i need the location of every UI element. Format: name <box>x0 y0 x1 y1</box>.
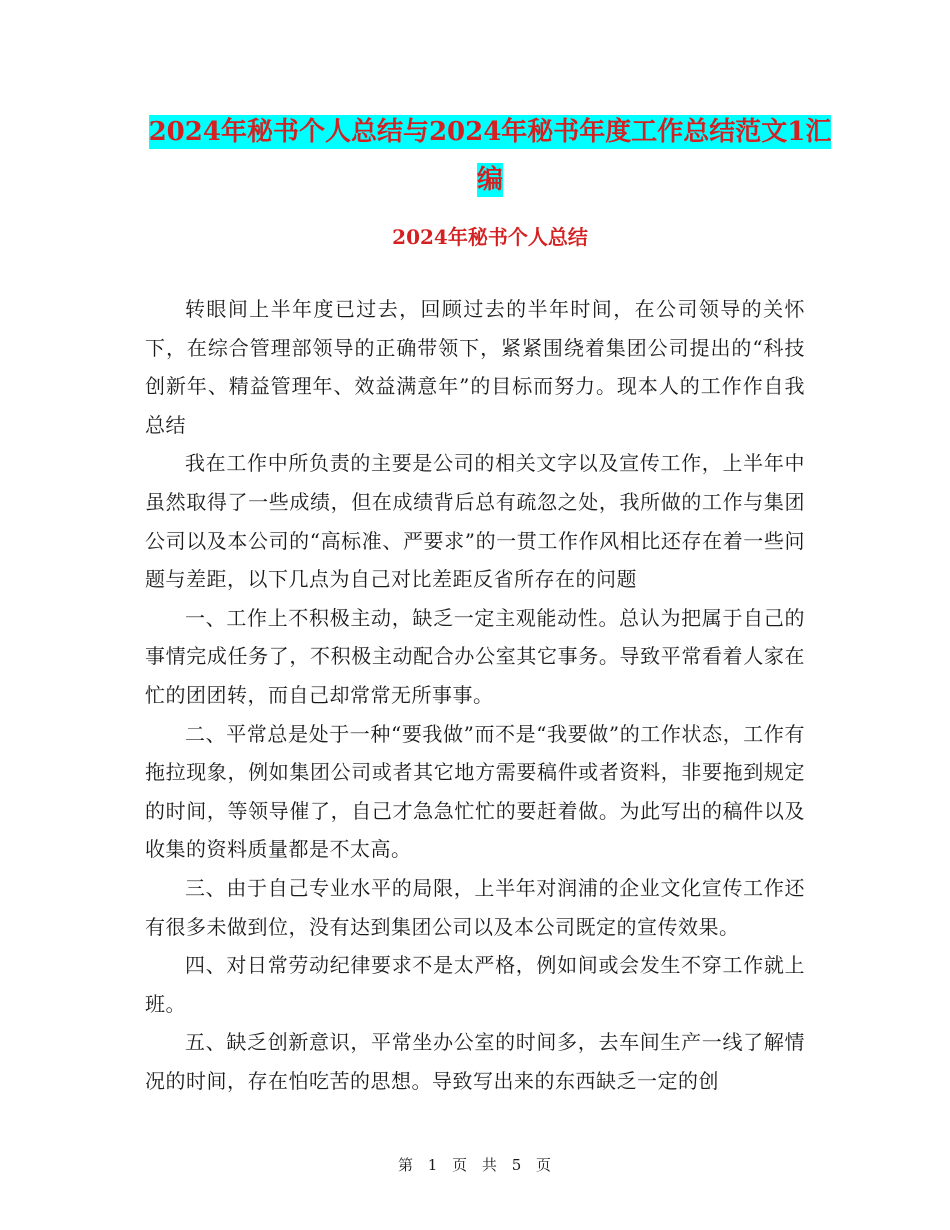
paragraph-6: 四、对日常劳动纪律要求不是太严格，例如间或会发生不穿工作就上班。 <box>145 953 805 1016</box>
footer-label-unit-2: 页 <box>536 1156 553 1174</box>
document-title-highlight: 2024年秘书个人总结与2024年秘书年度工作总结范文1汇编 <box>148 117 832 195</box>
paragraph-3: 一、工作上不积极主动，缺乏一定主观能动性。总认为把属于自己的事情完成任务了，不积极主动配合办公室其它事务。导致平常看着人家在忙的团团转，而自己却常常无所事事。 <box>145 605 805 707</box>
paragraph-5: 三、由于自己专业水平的局限，上半年对润浦的企业文化宣传工作还有很多未做到位，没有达到集团公司以及本公司既定的宣传效果。 <box>145 875 805 939</box>
document-body <box>145 290 805 1100</box>
footer-total-pages: 5 <box>511 1156 523 1174</box>
section-heading: 2024年秘书个人总结 <box>392 225 588 249</box>
paragraph-1: 转眼间上半年度已过去，回顾过去的半年时间，在公司领导的关怀下，在综合管理部领导的正确带领下，紧紧围绕着集团公司提出的“科技创新年、精益管理年、效益满意年”的目标而努力。现本人的工作作自我总结 <box>145 297 805 437</box>
footer-current-page: 1 <box>427 1156 439 1174</box>
paragraph-4: 二、平常总是处于一种“要我做”而不是“我要做”的工作状态，工作有拖拉现象，例如集团公司或者其它地方需要稿件或者资料，非要拖到规定的时间，等领导催了，自己才急急忙忙的要赶着做。为此写出的稿件以及收集的资料质量都是不太高。 <box>145 721 805 862</box>
footer-label-page: 第 <box>397 1156 414 1174</box>
footer-label-unit: 页 <box>452 1156 469 1174</box>
document-title <box>140 108 840 204</box>
paragraph-2: 我在工作中所负责的主要是公司的相关文字以及宣传工作，上半年中虽然取得了一些成绩，但在成绩背后总有疏忽之处，我所做的工作与集团公司以及本公司的“高标准、严要求”的一贯工作作风相比还存在着一些问题与差距，以下几点为自己对比差距反省所存在的问题 <box>145 451 805 592</box>
paragraph-7: 五、缺乏创新意识，平常坐办公室的时间多，去车间生产一线了解情况的时间，存在怕吃苦的思想。导致写出来的东西缺乏一定的创 <box>145 1030 805 1093</box>
page-footer <box>0 1155 950 1175</box>
footer-label-total: 共 <box>481 1156 498 1174</box>
